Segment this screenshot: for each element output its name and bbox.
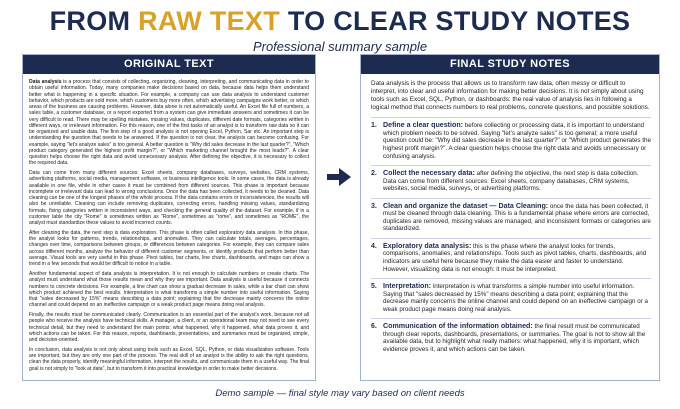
- divider: [371, 318, 651, 319]
- title-highlight: RAW TEXT: [138, 6, 281, 36]
- note-term: Collect the necessary data:: [383, 169, 475, 178]
- notes-intro: Data analysis is the process that allows us to transform raw data, often messy or difficult to interpret, into clear and useful information for making better decisions. It is not simply about using tools such as Excel, SQL, Python, or dashboards: the real value of analysis lies in following a logical method that connects numbers to real problems, concrete questions, and possible solutions.: [371, 80, 650, 112]
- footer-note: Demo sample — final style may vary based on client needs: [215, 388, 465, 399]
- note-content: [383, 203, 651, 233]
- original-paragraph: [29, 79, 309, 167]
- original-paragraph: Finally, the results must be communicated clearly. Communication is an essential part of the analyst's work, because not all people who receive the analysis have technical skills. A manager, a client, or an operational team may not need to see every technical detail, but they need to understand the main points: what happened, why it happened, what data proves it, and which actions can be taken. For this reason, reports, dashboards, presentations, and summaries must be organized, simple, and decision-oriented.: [29, 312, 309, 344]
- note-number: 4.: [371, 242, 377, 250]
- original-lead-term: Data analysis: [29, 79, 62, 85]
- study-notes-heading: FINAL STUDY NOTES: [361, 55, 659, 74]
- study-notes-body: [361, 74, 659, 354]
- note-number: 6.: [371, 323, 377, 331]
- original-paragraph-text: is a process that consists of collecting, organizing, cleaning, interpreting, and communicating data in order to obtain useful information. Today, many companies make decisions based on data, because data helps them understand better what is happening in a specific situation. For example, a company can use data analysis to understand customer behavior, which products are sold more, which customers buy more often, which advertising campaigns work better, or which areas of the business are causing problems. However, data alone is not automatically useful. An Excel file full of numbers, a sales table, a customer database, or a report exported from a system can give immediate answers and sometimes it can be very difficult to read. There may be spelling mistakes, missing values, duplicates, different date formats, categories written in different ways, or irrelevant information. For this reason, one of the first tasks of an analyst is to transform raw data so it can be organized and usable data. The first step of a good analysis is not opening Excel, Python, Sar etc. An important step is understanding the question that needs to be answered. If the question is not clear, the analysis can become confusing. For example, saying "let's analyze sales" is too general. A better question is "Why did sales decrease in the last quarter?", "Which product category generated the highest profit margin?", or "Which marketing channel brought the most leads?". A clear question helps choose the right data and avoid unnecessary analysis. After defining the objective, it is necessary to collect the required data.: [29, 79, 309, 167]
- note-number: 2.: [371, 170, 377, 178]
- divider: [371, 198, 651, 199]
- title-part-2: TO CLEAR STUDY NOTES: [280, 6, 631, 36]
- note-term: Clean and organize the dataset — Data Cleaning:: [383, 201, 549, 210]
- original-paragraph: Data can come from many different sources: Excel sheets, company databases, surveys, websites, CRM systems, advertising platforms, social media, management software, or business intelligence tools. In some cases, the data is already available in one file, while in other cases it must be combined from different sources. This phase is important because incomplete or irrelevant data can lead to wrong conclusions. Once the data has been collected, it needs to be cleaned. Data cleaning can be one of the longest phases of the whole process. If the data contains errors or inconsistencies, the results will also be unreliable. Cleaning can include removing duplicates, correcting errors, handling missing values, standardizing formats, fixing categories written in inconsistent ways, and checking the general quality of the dataset. For example, if in a customer table the city "Rome" is sometimes written as "Rome", sometimes as "rome", and sometimes as "ROME", the analyst must standardize these values to avoid incorrect counts.: [29, 170, 309, 227]
- note-item: [371, 203, 651, 233]
- note-text: before collecting or processing data, it is important to understand which problem needs to be solved. Saying "let's analyze sales" is too general; a more useful question could be: "Why did sales decrease in the last quarter?" or "Which product generates the highest profit margin?". A clear question helps choose the right data and avoids unnecessary or confusing analysis.: [383, 122, 651, 160]
- original-paragraph: In conclusion, data analysis is not only about using tools such as Excel, SQL, Python, or data visualization software. Tools are important, but they are only one part of the process. The real skill of an analyst is the ability to ask the right questions, clean the data properly, identify meaningful information, interpret the results, and communicate them in a useful way. The final goal is not simply to "look at data", but to transform it into practical knowledge in order to make better decisions.: [29, 346, 309, 372]
- note-item: [371, 283, 651, 313]
- note-term: Interpretation:: [383, 282, 432, 291]
- original-paragraph: Another fundamental aspect of data analysis is interpretation. It is not enough to calculate numbers or create charts. The analyst must understand what those results mean and why they are important. Data analysis is useful because it connects numbers to concrete decisions. For example, a line chart can show a gradual decrease in sales, while a bar chart can show which product achieved the best results. Interpretation is what transforms a simple number into useful information. Saying that "sales decreased by 15%" means describing a data point; explaining that the decrease mainly concerns the online channel and could depend on an ineffective campaign or a weak product page means doing real analysis.: [29, 271, 309, 309]
- note-item: [371, 170, 651, 193]
- original-text-body: [23, 74, 315, 372]
- original-text-panel: [22, 54, 316, 381]
- note-content: [383, 323, 651, 353]
- note-number: 3.: [371, 202, 377, 210]
- arrow-right-icon: [327, 168, 351, 186]
- original-text-heading: ORIGINAL TEXT: [23, 55, 315, 74]
- note-content: [383, 122, 651, 160]
- page-title: [0, 6, 680, 37]
- note-number: 1.: [371, 122, 377, 130]
- divider: [371, 238, 651, 239]
- divider: [371, 165, 651, 166]
- divider: [371, 278, 651, 279]
- note-item: [371, 323, 651, 353]
- note-number: 5.: [371, 283, 377, 291]
- original-paragraph: After cleaning the data, the next step is data exploration. This phase is often called exploratory data analysis. In this phase, the analyst looks for patterns, trends, relationships, and anomalies. They can calculate totals, averages, percentages, changes over time, comparisons between groups, or differences between categories. For example, they can compare sales across different months, analyze the behavior of different customer segments, or identify products that perform better than average. Visual tools are very useful in this phase. Pivot tables, bar charts, line charts, dashboards, and maps can show a trend in a few seconds that would be difficult to notice in a table.: [29, 229, 309, 268]
- study-notes-panel: [360, 54, 660, 381]
- note-text: interpretation is what transforms a simple number into useful information. Saying that "sales decreased by 15%" means describing a data point; explaining that the decrease mainly concerns the online channel and could depend on an ineffective campaign or a weak product page means doing real analysis.: [383, 283, 648, 313]
- note-term: Exploratory data analysis:: [383, 241, 472, 250]
- note-term: Define a clear question:: [383, 121, 464, 130]
- note-text: this is the phase where the analyst looks for trends, comparisons, anomalies, and relationships. Tools such as pivot tables, charts, dashboards, and indicators are useful here because they make the data easier and faster to understand. However, visualizing data is not enough: it must be interpreted.: [383, 242, 647, 273]
- note-text: the final result must be communicated through clear reports, dashboards, presentations, or summaries. The goal is not to show all the available data, but to highlight what really matters: what happened, why it is important, which evidence proves it, and which actions can be taken.: [383, 323, 646, 353]
- divider: [371, 117, 651, 118]
- note-content: [383, 283, 651, 313]
- note-content: [383, 243, 651, 273]
- note-text: once the data has been collected, it must be cleaned through data cleaning. This is a fundamental phase where errors are corrected, duplicates are removed, missing values are managed, and inconsistent formats or categories are standardized.: [383, 202, 651, 233]
- title-part-1: FROM: [49, 6, 139, 36]
- page-subtitle: Professional summary sample: [252, 39, 428, 54]
- note-term: Communication of the information obtained:: [383, 322, 533, 331]
- note-text: after defining the objective, the next step is data collection. Data can come from different sources: Excel sheets, company databases, CRM systems, websites, social media, surveys, or advertising platforms.: [383, 170, 639, 193]
- note-item: [371, 243, 651, 273]
- note-item: [371, 122, 651, 160]
- note-content: [383, 170, 651, 193]
